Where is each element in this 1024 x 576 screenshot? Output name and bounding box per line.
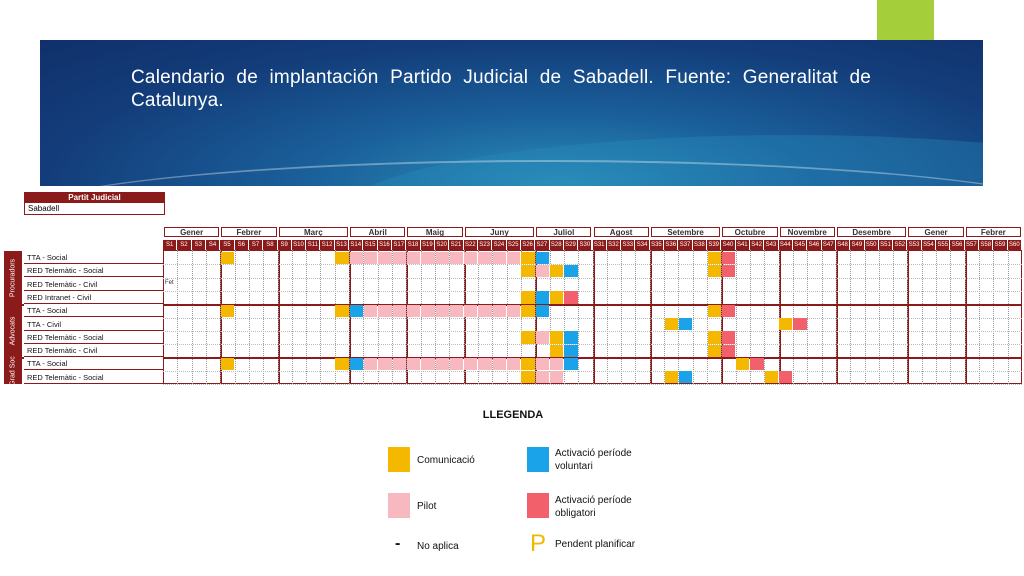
week-header: S18: [406, 240, 420, 250]
row-divider: [163, 331, 1022, 332]
month-header: Juny: [465, 227, 535, 237]
group-label: [4, 304, 22, 357]
row-note: Fet: [165, 279, 174, 286]
month-header: Febrer: [966, 227, 1021, 237]
week-header: S13: [335, 240, 349, 250]
schedule-cell: [536, 371, 549, 383]
week-header: S32: [607, 240, 621, 250]
schedule-cell: [507, 252, 520, 264]
schedule-cell: [350, 252, 363, 264]
schedule-cell: [364, 358, 377, 370]
schedule-cell: [393, 305, 406, 317]
month-header: Març: [279, 227, 349, 237]
schedule-cell: [564, 265, 577, 277]
week-header: S3: [192, 240, 206, 250]
schedule-cell: [536, 291, 549, 303]
week-header: S41: [736, 240, 750, 250]
week-header: S20: [435, 240, 449, 250]
week-header: S45: [793, 240, 807, 250]
row-label: TTA - Social: [24, 304, 163, 317]
week-header: S48: [836, 240, 850, 250]
row-label: RED Telemàtic - Civil: [24, 278, 163, 291]
week-header: S12: [320, 240, 334, 250]
month-header: Agost: [594, 227, 649, 237]
schedule-cell: [364, 305, 377, 317]
week-header: S51: [879, 240, 893, 250]
schedule-cell: [679, 318, 692, 330]
month-header: Octubre: [722, 227, 777, 237]
schedule-cell: [493, 358, 506, 370]
schedule-cell: [350, 358, 363, 370]
week-header: S54: [922, 240, 936, 250]
legend-label-voluntari: Activació període voluntari: [555, 448, 632, 472]
week-header: S26: [521, 240, 535, 250]
schedule-cell: [779, 318, 792, 330]
title-banner: [40, 40, 983, 186]
legend-swatch-voluntari: [527, 447, 549, 472]
week-header: S25: [507, 240, 521, 250]
month-header: Desembre: [837, 227, 907, 237]
schedule-cell: [550, 291, 563, 303]
schedule-cell: [407, 358, 420, 370]
schedule-cell: [378, 252, 391, 264]
legend-swatch-comunicacio: [388, 447, 410, 472]
schedule-cell: [550, 371, 563, 383]
week-header: S29: [564, 240, 578, 250]
schedule-cell: [421, 252, 434, 264]
schedule-cell: [536, 358, 549, 370]
week-header: S17: [392, 240, 406, 250]
row-label: RED Telemàtic - Social: [24, 371, 163, 384]
group-label: [4, 357, 22, 384]
schedule-cell: [450, 358, 463, 370]
schedule-cell: [536, 252, 549, 264]
schedule-cell: [550, 345, 563, 357]
week-header: S46: [807, 240, 821, 250]
partit-judicial-header: Partit Judicial: [25, 193, 164, 203]
schedule-cell: [722, 265, 735, 277]
week-header: S34: [635, 240, 649, 250]
schedule-cell: [478, 252, 491, 264]
month-header: Gener: [908, 227, 963, 237]
schedule-cell: [507, 358, 520, 370]
schedule-cell: [722, 331, 735, 343]
schedule-cell: [521, 291, 534, 303]
week-header: S55: [936, 240, 950, 250]
week-header: S42: [750, 240, 764, 250]
schedule-cell: [708, 331, 721, 343]
row-label: TTA - Civil: [24, 318, 163, 331]
month-header: Juliol: [536, 227, 591, 237]
week-header: S27: [535, 240, 549, 250]
schedule-cell: [335, 358, 348, 370]
schedule-cell: [436, 358, 449, 370]
month-header: Febrer: [221, 227, 276, 237]
schedule-cell: [736, 358, 749, 370]
schedule-cell: [722, 345, 735, 357]
schedule-cell: [564, 358, 577, 370]
schedule-cell: [521, 358, 534, 370]
week-header: S47: [822, 240, 836, 250]
schedule-cell: [722, 252, 735, 264]
legend-swatch-pilot: [388, 493, 410, 518]
week-header: S44: [779, 240, 793, 250]
schedule-cell: [708, 345, 721, 357]
row-label: RED Intranet - Civil: [24, 291, 163, 304]
slide-title: Calendario de implantación Partido Judicial de Sabadell. Fuente: Generalitat de Catalunya.: [131, 67, 871, 111]
row-divider: [163, 371, 1022, 372]
week-header: S10: [292, 240, 306, 250]
row-label: TTA - Social: [24, 251, 163, 264]
schedule-cell: [550, 358, 563, 370]
week-header: S22: [464, 240, 478, 250]
week-header: S59: [993, 240, 1007, 250]
schedule-cell: [393, 358, 406, 370]
schedule-cell: [421, 305, 434, 317]
schedule-cell: [521, 371, 534, 383]
schedule-cell: [564, 331, 577, 343]
schedule-cell: [536, 305, 549, 317]
week-header: S39: [707, 240, 721, 250]
schedule-cell: [350, 305, 363, 317]
schedule-cell: [378, 305, 391, 317]
week-header: S21: [449, 240, 463, 250]
schedule-cell: [564, 345, 577, 357]
schedule-cell: [536, 331, 549, 343]
week-header: S50: [865, 240, 879, 250]
schedule-cell: [478, 358, 491, 370]
week-header: S49: [850, 240, 864, 250]
schedule-cell: [221, 305, 234, 317]
row-divider: [163, 278, 1022, 279]
week-header: S16: [378, 240, 392, 250]
schedule-cell: [393, 252, 406, 264]
week-header: S31: [593, 240, 607, 250]
row-label: TTA - Social: [24, 357, 163, 370]
schedule-cell: [407, 305, 420, 317]
week-header: S24: [492, 240, 506, 250]
schedule-cell: [521, 305, 534, 317]
schedule-cell: [464, 305, 477, 317]
row-divider: [163, 318, 1022, 319]
legend-swatch-obligatori: [527, 493, 549, 518]
row-divider: [163, 384, 1022, 385]
schedule-cell: [335, 305, 348, 317]
partit-judicial-value: Sabadell: [25, 203, 164, 214]
week-header: S11: [306, 240, 320, 250]
schedule-cell: [521, 331, 534, 343]
week-header: S37: [678, 240, 692, 250]
week-header: S9: [278, 240, 292, 250]
schedule-cell: [765, 371, 778, 383]
schedule-cell: [507, 305, 520, 317]
legend-label-comunicacio: Comunicació: [417, 455, 475, 466]
schedule-cell: [665, 318, 678, 330]
group-label-text: Grad Soc: [9, 355, 17, 386]
month-header: Setembre: [651, 227, 721, 237]
week-header: S7: [249, 240, 263, 250]
week-header: S40: [721, 240, 735, 250]
schedule-cell: [750, 358, 763, 370]
row-divider: [163, 344, 1022, 345]
schedule-cell: [564, 291, 577, 303]
week-header: S36: [664, 240, 678, 250]
schedule-cell: [521, 265, 534, 277]
legend-label-obligatori: Activació període obligatori: [555, 495, 632, 519]
schedule-cell: [378, 358, 391, 370]
schedule-cell: [708, 305, 721, 317]
schedule-cell: [550, 265, 563, 277]
schedule-cell: [407, 252, 420, 264]
week-header: S15: [363, 240, 377, 250]
schedule-cell: [550, 331, 563, 343]
pendent-p-icon: P: [530, 530, 547, 557]
schedule-cell: [421, 358, 434, 370]
legend-label-no-aplica: No aplica: [417, 541, 459, 552]
week-header: S30: [578, 240, 592, 250]
schedule-cell: [493, 252, 506, 264]
row-label: RED Telemàtic - Social: [24, 264, 163, 277]
month-header: Novembre: [780, 227, 835, 237]
week-header: S5: [220, 240, 234, 250]
month-header: Maig: [407, 227, 462, 237]
schedule-cell: [521, 252, 534, 264]
schedule-cell: [464, 358, 477, 370]
schedule-cell: [464, 252, 477, 264]
week-header: S14: [349, 240, 363, 250]
schedule-cell: [708, 252, 721, 264]
week-header: S43: [764, 240, 778, 250]
month-header: Gener: [164, 227, 219, 237]
legend-label-pendent: Pendent planificar: [555, 539, 636, 550]
schedule-cell: [708, 265, 721, 277]
schedule-cell: [779, 371, 792, 383]
schedule-cell: [221, 358, 234, 370]
week-header: S57: [965, 240, 979, 250]
row-label: RED Telemàtic - Civil: [24, 344, 163, 357]
schedule-cell: [536, 265, 549, 277]
week-header: S53: [907, 240, 921, 250]
group-label: [4, 251, 22, 304]
row-divider: [163, 291, 1022, 292]
schedule-cell: [436, 252, 449, 264]
week-header: S28: [550, 240, 564, 250]
week-header: S19: [421, 240, 435, 250]
group-label-text: Procuradors: [9, 258, 17, 297]
schedule-cell: [679, 371, 692, 383]
legend-title: LLEGENDA: [482, 409, 544, 421]
week-header: S23: [478, 240, 492, 250]
legend-label-pilot: Pilot: [417, 501, 437, 512]
schedule-cell: [793, 318, 806, 330]
schedule-cell: [436, 305, 449, 317]
partit-judicial-box: [24, 192, 165, 215]
schedule-cell: [364, 252, 377, 264]
schedule-cell: [221, 252, 234, 264]
schedule-cell: [478, 305, 491, 317]
row-label: RED Telemàtic - Social: [24, 331, 163, 344]
no-aplica-dash-icon: -: [395, 535, 401, 552]
week-header: S1: [163, 240, 177, 250]
group-label-text: Advocats: [9, 316, 17, 346]
schedule-cell: [665, 371, 678, 383]
schedule-cell: [493, 305, 506, 317]
schedule-cell: [450, 305, 463, 317]
week-header: S38: [693, 240, 707, 250]
schedule-cell: [722, 305, 735, 317]
week-header: S33: [621, 240, 635, 250]
month-header: Abril: [350, 227, 405, 237]
week-header: S6: [235, 240, 249, 250]
week-header: S52: [893, 240, 907, 250]
schedule-cell: [335, 252, 348, 264]
week-header: S4: [206, 240, 220, 250]
schedule-cell: [450, 252, 463, 264]
row-divider: [163, 264, 1022, 265]
week-header: S8: [263, 240, 277, 250]
week-header: S58: [979, 240, 993, 250]
week-header: S56: [950, 240, 964, 250]
week-header: S2: [177, 240, 191, 250]
week-header: S60: [1008, 240, 1022, 250]
week-header: S35: [650, 240, 664, 250]
